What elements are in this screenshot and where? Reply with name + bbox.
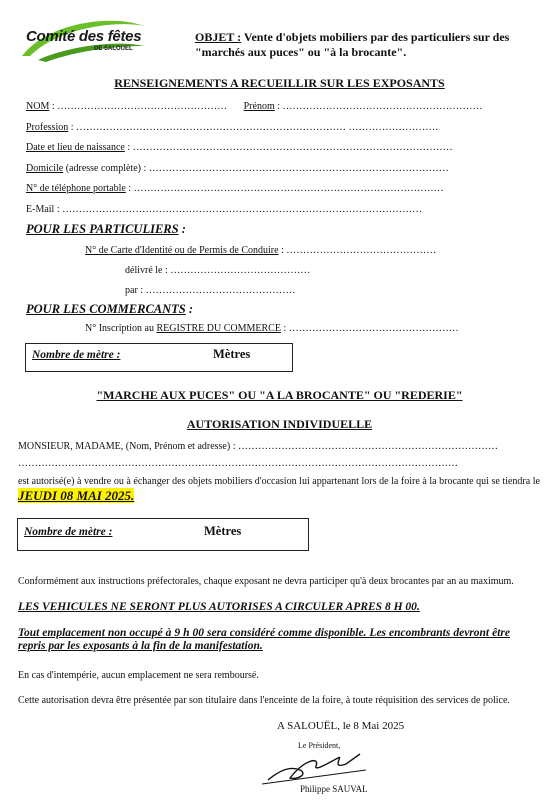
page-heading: RENSEIGNEMENTS A RECUEILLIR SUR LES EXPOSANTS	[114, 76, 445, 90]
label-profession: Profession	[26, 122, 69, 133]
commercants-title: POUR LES COMMERCANTS	[26, 302, 186, 316]
autorise-paragraph	[18, 475, 540, 505]
lieu-date: A SALOUËL, le 8 Mai 2025	[277, 720, 405, 732]
label-nom: NOM	[26, 101, 50, 112]
field-par[interactable]: par : ………………………………………	[125, 285, 296, 296]
field-domicile[interactable]: Domicile (adresse complète) : ………………………………………………………………………………	[26, 163, 449, 174]
logo-subtitle: DE SALOUEL	[94, 46, 133, 52]
objet-block	[195, 30, 535, 60]
section-particuliers: POUR LES PARTICULIERS :	[26, 222, 186, 236]
metre-box-2[interactable]	[17, 518, 309, 551]
metre-unit-2: Mètres	[204, 524, 242, 538]
field-profession[interactable]: Profession : ……………………………………………………………………… ………………………	[26, 122, 439, 133]
field-registre[interactable]: N° Inscription au REGISTRE DU COMMERCE : ……………………………………………	[85, 323, 459, 334]
label-monsieur: MONSIEUR, MADAME, (Nom, Prénom et adresse) :	[18, 441, 236, 452]
label-inscription: N° Inscription au	[85, 323, 157, 334]
signataire: Philippe SAUVAL	[300, 784, 368, 794]
autorise-text: est autorisé(e) à vendre ou à échanger des objets mobiliers d'occasion lui appartenant lors de la foire à la brocante qui se tiendra le	[18, 476, 540, 487]
particuliers-title: POUR LES PARTICULIERS	[26, 222, 179, 236]
label-domicile-note: (adresse complète) :	[63, 163, 147, 174]
field-monsieur[interactable]: MONSIEUR, MADAME, (Nom, Prénom et adresse) : ……………………………………………………………………	[18, 441, 498, 452]
label-prenom: Prénom	[243, 101, 275, 112]
label-registre: REGISTRE DU COMMERCE	[156, 323, 281, 334]
label-delivre: délivré le :	[125, 265, 168, 276]
presentation-text: Cette autorisation devra être présentée par son titulaire dans l'enceinte de la foire, à toute réquisition des services de police.	[18, 695, 510, 706]
field-nom[interactable]: NOM : …………………………………………… Prénom : ……………………………………………………	[26, 101, 483, 112]
vehicules-warning: LES VEHICULES NE SERONT PLUS AUTORISES A CIRCULER APRES 8 H 00.	[18, 601, 420, 613]
label-domicile: Domicile	[26, 163, 64, 174]
dotted-line: ……………………………………………………………………………………………………………………	[18, 458, 458, 469]
conformement-text: Conformément aux instructions préfectorales, chaque exposant ne devra participer qu'à deux brocantes par an au maximum.	[18, 576, 514, 587]
label-email: E-Mail	[26, 204, 55, 215]
section-commercants: POUR LES COMMERCANTS :	[26, 302, 194, 316]
metre-label-2: Nombre de mètre :	[24, 526, 113, 538]
intemperie-text: En cas d'intempérie, aucun emplacement ne sera remboursé.	[18, 670, 259, 681]
objet-label: OBJET :	[195, 30, 242, 44]
field-naissance[interactable]: Date et lieu de naissance : ……………………………………………………………………………………	[26, 142, 453, 153]
field-email[interactable]: E-Mail : ………………………………………………………………………………………………	[26, 204, 423, 215]
label-par: par :	[125, 285, 144, 296]
field-delivre[interactable]: délivré le : ……………………………………	[125, 265, 311, 276]
metre-label-1: Nombre de mètre :	[32, 349, 121, 361]
metre-unit-1: Mètres	[213, 347, 251, 361]
date-highlight: JEUDI 08 MAI 2025.	[18, 488, 135, 503]
emplacement-warning: Tout emplacement non occupé à 9 h 00 sera considéré comme disponible. Les encombrants devront être repris par les exposants à la fin de la manifestation.	[18, 627, 510, 652]
logo	[18, 16, 148, 64]
label-carte: N° de Carte d'Identité ou de Permis de Conduire	[85, 245, 279, 256]
logo-title: Comité des fêtes	[26, 28, 142, 45]
signature-image	[260, 740, 370, 788]
marche-title: "MARCHE AUX PUCES" OU "A LA BROCANTE" OU "REDERIE"	[96, 388, 463, 402]
autorisation-title: AUTORISATION INDIVIDUELLE	[186, 417, 373, 431]
label-naissance: Date et lieu de naissance	[26, 142, 125, 153]
field-carte[interactable]: N° de Carte d'Identité ou de Permis de Conduire : ………………………………………	[85, 245, 437, 256]
metre-box-1[interactable]	[25, 343, 293, 372]
field-telephone[interactable]: N° de téléphone portable : …………………………………………………………………………………	[26, 183, 444, 194]
president-label: Le Président,	[298, 741, 341, 750]
label-telephone: N° de téléphone portable	[26, 183, 126, 194]
objet-text: Vente d'objets mobiliers par des particuliers sur des "marchés aux puces" ou "à la brocante".	[195, 30, 510, 59]
